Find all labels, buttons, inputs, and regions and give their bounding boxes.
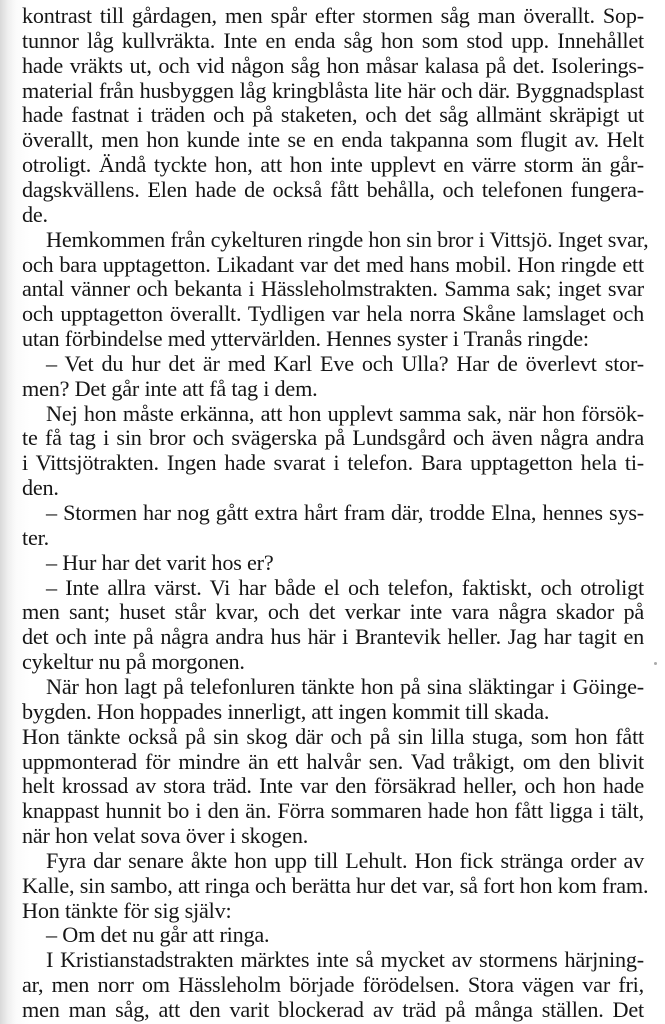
text-line: – Vet du hur det är med Karl Eve och Ulla? Har de överlevt stor-: [46, 350, 644, 376]
text-line: hade fastnat i träden och på staketen, och det såg allmänt skräpigt ut: [22, 102, 644, 128]
text-line: när hon velat sova över i skogen.: [22, 823, 309, 849]
text-line: Fyra dar senare åkte hon upp till Lehult. Hon fick stränga order av: [46, 847, 644, 873]
text-line: ar, men norr om Hässleholm började förödelsen. Stora vägen var fri,: [22, 972, 644, 998]
text-line: tunnor låg kullvräkta. Inte en enda såg hon som stod upp. Innehållet: [22, 27, 644, 53]
text-line: knappast hunnit bo i den än. Förra sommaren hade hon fått ligga i tält,: [22, 798, 644, 824]
text-line: cykeltur nu på morgonen.: [22, 649, 245, 675]
text-line: Hemkommen från cykelturen ringde hon sin bror i Vittsjö. Inget svar,: [46, 226, 649, 252]
text-line: dagskvällens. Elen hade de också fått behålla, och telefonen fungera-: [22, 176, 644, 202]
text-line: överallt, men hon kunde inte se en enda takpanna som flugit av. Helt: [22, 127, 644, 153]
text-line: otroligt. Ändå tyckte hon, att hon inte upplevt en värre storm än går-: [22, 152, 644, 178]
text-line: den.: [22, 475, 59, 501]
text-line: men sant; huset står kvar, och det verkar inte vara några skador på: [22, 599, 644, 625]
text-line: och upptagetton överallt. Tydligen var hela norra Skåne lamslaget och: [22, 301, 644, 327]
paper-speck: [654, 662, 657, 665]
text-line: antal vänner och bekanta i Hässleholmstrakten. Samma sak; inget svar: [22, 276, 644, 302]
text-line: kontrast till gårdagen, men spår efter stormen såg man överallt. Sop-: [22, 3, 644, 28]
text-line: När hon lagt på telefonluren tänkte hon på sina släktingar i Göinge-: [46, 673, 644, 699]
text-line: men man såg, att den varit blockerad av träd på många ställen. Det: [22, 997, 644, 1022]
text-line: i Vittsjötrakten. Ingen hade svarat i telefon. Bara upptagetton hela ti-: [22, 450, 644, 476]
text-line: helt krossad av stora träd. Inte var den försäkrad heller, och hon hade: [22, 773, 644, 799]
text-line: – Inte allra värst. Vi har både el och telefon, faktiskt, och otroligt: [46, 574, 644, 600]
text-line: Hon tänkte också på sin skog där och på sin lilla stuga, som hon fått: [22, 723, 644, 749]
text-line: material från husbyggen låg kringblåsta lite här och där. Byggnadsplast: [22, 77, 644, 103]
text-line: Hon tänkte för sig själv:: [22, 897, 232, 923]
text-line: bygden. Hon hoppades innerligt, att ingen kommit till skada.: [22, 698, 550, 724]
text-line: och bara upptagetton. Likadant var det med hans mobil. Hon ringde ett: [22, 251, 644, 277]
text-line: Kalle, sin sambo, att ringa och berätta hur det var, så fort hon kom fram.: [22, 872, 649, 898]
text-line: ter.: [22, 524, 49, 550]
text-line: utan förbindelse med yttervärlden. Hennes syster i Tranås ringde:: [22, 326, 589, 352]
text-line: – Hur har det varit hos er?: [46, 549, 274, 575]
text-line: Nej hon måste erkänna, att hon upplevt samma sak, när hon försök-: [46, 400, 644, 426]
text-line: – Stormen har nog gått extra hårt fram där, trodde Elna, hennes sys-: [46, 500, 644, 525]
text-line: men? Det går inte att få tag i dem.: [22, 375, 318, 401]
text-line: uppmonterad för mindre än ett halvår sen. Vad tråkigt, om den blivit: [22, 748, 644, 774]
text-line: hade vräkts ut, och vid någon såg hon måsar kalasa på det. Isolerings-: [22, 52, 644, 78]
text-line: te få tag i sin bror och svägerska på Lundsgård och även några andra: [22, 425, 644, 451]
text-line: det och inte på några andra hus här i Brantevik heller. Jag har tagit en: [22, 624, 644, 650]
text-line: I Kristianstadstrakten märktes inte så mycket av stormens härjning-: [46, 947, 644, 973]
text-line: de.: [22, 201, 48, 227]
text-line: – Om det nu går att ringa.: [46, 922, 270, 948]
